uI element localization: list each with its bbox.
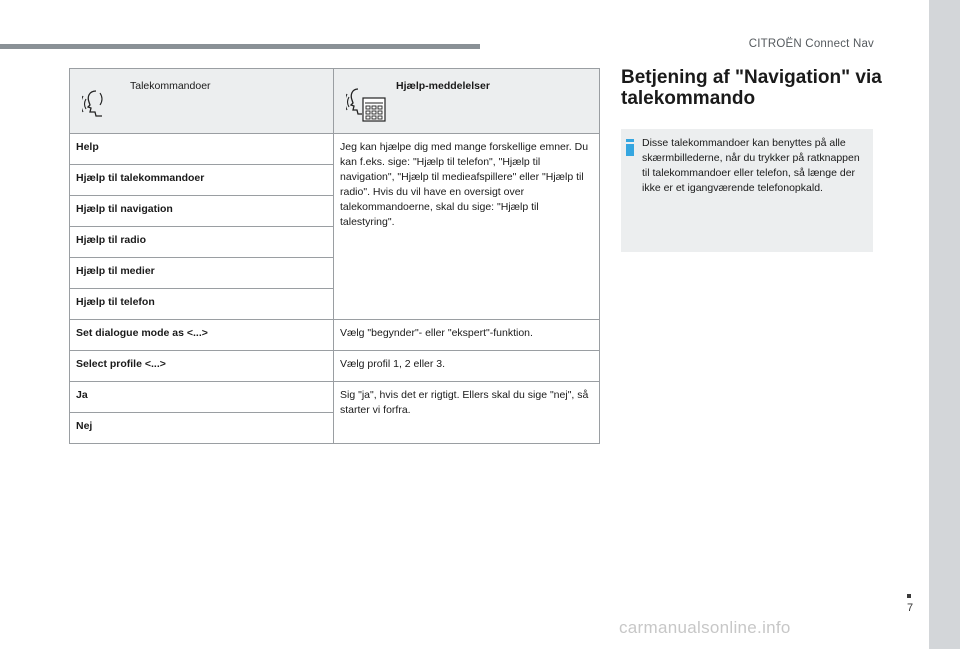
voice-command-icon <box>82 85 112 124</box>
command-cell: Nej <box>70 413 334 444</box>
command-cell: Hjælp til navigation <box>70 196 334 227</box>
table-row <box>70 382 600 413</box>
table-header-row <box>70 69 600 134</box>
command-cell: Hjælp til radio <box>70 227 334 258</box>
header-cell-commands <box>70 69 334 134</box>
description-cell-yes-no: Sig "ja", hvis det er rigtigt. Ellers skal du sige "nej", så starter vi forfra. <box>334 382 600 444</box>
info-icon <box>626 139 634 156</box>
description-cell: Vælg "begynder"- eller "ekspert"-funktion. <box>334 320 600 351</box>
watermark: carmanualsonline.info <box>619 618 791 637</box>
page-side-strip <box>929 0 960 649</box>
command-cell: Ja <box>70 382 334 413</box>
table-row <box>70 320 600 351</box>
section-title: Betjening af "Navigation" via talekommando <box>621 67 882 109</box>
table-row <box>70 351 600 382</box>
header-cell-help-messages <box>334 69 600 134</box>
header-label-help-messages: Hjælp-meddelelser <box>396 80 490 92</box>
info-text: Disse talekommandoer kan benyttes på alle skærmbillederne, når du trykker på ratknappen til talekommandoer eller telefon, så længe der ikke er et igangværende telefonopkald. <box>642 137 860 194</box>
command-cell: Hjælp til telefon <box>70 289 334 320</box>
info-box <box>621 129 873 252</box>
table-row <box>70 134 600 165</box>
command-cell: Help <box>70 134 334 165</box>
page-number: 7 <box>907 602 914 614</box>
voice-help-message-icon <box>346 85 388 128</box>
command-cell: Hjælp til talekommandoer <box>70 165 334 196</box>
command-cell: Select profile <...> <box>70 351 334 382</box>
header-brand: CITROËN Connect Nav <box>748 38 874 50</box>
header-label-commands: Talekommandoer <box>130 80 211 92</box>
page-marker <box>907 594 911 598</box>
description-cell-help: Jeg kan hjælpe dig med mange forskellige emner. Du kan f.eks. sige: "Hjælp til telefon", "Hjælp til navigation", "Hjælp til medieafspillere" eller "Hjælp til radio". Hvis du vil have en oversigt over talekommandoerne, skal du sige: "Hjælp til talestyring". <box>334 134 600 320</box>
command-cell: Hjælp til medier <box>70 258 334 289</box>
description-cell: Vælg profil 1, 2 eller 3. <box>334 351 600 382</box>
header-rule <box>0 44 480 49</box>
voice-command-table <box>69 68 600 444</box>
command-cell: Set dialogue mode as <...> <box>70 320 334 351</box>
